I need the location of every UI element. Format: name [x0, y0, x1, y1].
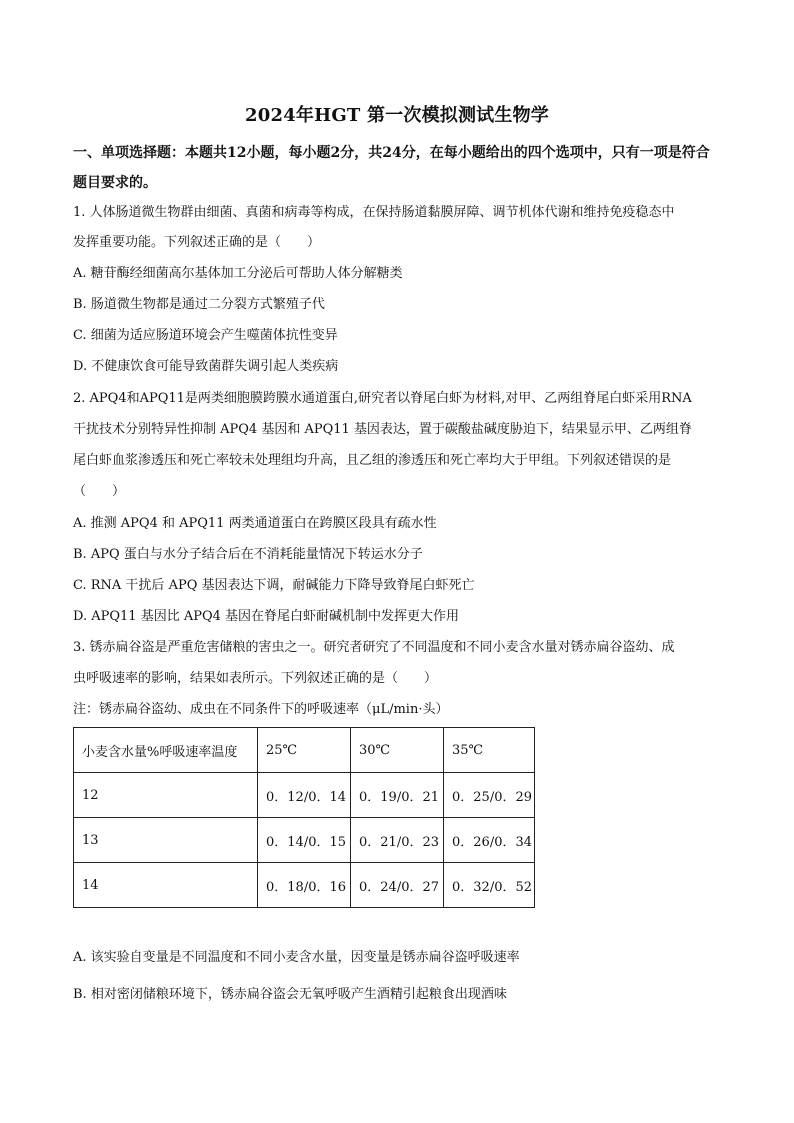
question-3-stem-line-1: 3. 锈赤扁谷盗是严重危害储粮的害虫之一。研究者研究了不同温度和不同小麦含水量对锈赤扁谷盗幼、成 [73, 640, 675, 655]
question-2-option-d: D. APQ11 基因比 APQ4 基因在脊尾白虾耐碱机制中发挥更大作用 [73, 609, 460, 624]
question-3-option-a: A. 该实验自变量是不同温度和不同小麦含水量，因变量是锈赤扁谷盗呼吸速率 [73, 950, 520, 965]
table-cell: 0．25/0．29 [444, 773, 535, 818]
question-2-stem-line-1: 2. APQ4和APQ11是两类细胞膜跨膜水通道蛋白,研究者以脊尾白虾为材料,对甲、乙两组脊尾白虾采用RNA [73, 391, 692, 406]
table-header-cell: 25℃ [258, 728, 351, 773]
table-cell: 0．21/0．23 [351, 818, 444, 863]
table-header-cell: 小麦含水量%呼吸速率温度 [74, 728, 258, 773]
table-cell: 0．18/0．16 [258, 863, 351, 908]
table-note: 注：锈赤扁谷盗幼、成虫在不同条件下的呼吸速率（μL/min·头） [73, 702, 449, 717]
question-1-option-a: A. 糖苷酶经细菌高尔基体加工分泌后可帮助人体分解糖类 [73, 266, 403, 281]
table-row [74, 818, 535, 863]
question-1-option-d: D. 不健康饮食可能导致菌群失调引起人类疾病 [73, 359, 339, 374]
question-1-stem-line-2: 发挥重要功能。下列叙述正确的是（ ） [73, 235, 321, 250]
section-heading: 一、单项选择题：本题共12小题，每小题2分，共24分，在每小题给出的四个选项中，只有一项是符合题目要求的。 [73, 145, 710, 191]
table-cell: 0．24/0．27 [351, 863, 444, 908]
question-2-option-c: C. RNA 干扰后 APQ 基因表达下调，耐碱能力下降导致脊尾白虾死亡 [73, 578, 475, 593]
question-3-option-b: B. 相对密闭储粮环境下，锈赤扁谷盗会无氧呼吸产生酒精引起粮食出现酒味 [73, 987, 507, 1002]
table-cell: 13 [74, 818, 258, 863]
table-header-cell: 35℃ [444, 728, 535, 773]
table-cell: 14 [74, 863, 258, 908]
table-row [74, 773, 535, 818]
question-2-stem-line-2: 干扰技术分别特异性抑制 APQ4 基因和 APQ11 基因表达，置于碳酸盐碱度胁迫下，结果显示甲、乙两组脊 [73, 422, 692, 437]
table-row [74, 863, 535, 908]
table-cell: 12 [74, 773, 258, 818]
page-title: 2024年HGT 第一次模拟测试生物学 [245, 105, 549, 126]
question-2-stem-line-4: （ ） [73, 484, 126, 499]
question-2-stem-line-3: 尾白虾血浆渗透压和死亡率较未处理组均升高，且乙组的渗透压和死亡率均大于甲组。下列叙述错误的是 [73, 453, 672, 468]
question-2-option-a: A. 推测 APQ4 和 APQ11 两类通道蛋白在跨膜区段具有疏水性 [73, 516, 437, 531]
question-1-stem-line-1: 1. 人体肠道微生物群由细菌、真菌和病毒等构成，在保持肠道黏膜屏障、调节机体代谢和维持免疫稳态中 [73, 205, 675, 220]
question-2-option-b: B. APQ 蛋白与水分子结合后在不消耗能量情况下转运水分子 [73, 547, 423, 562]
table-cell: 0．14/0．15 [258, 818, 351, 863]
question-1-option-b: B. 肠道微生物都是通过二分裂方式繁殖子代 [73, 297, 325, 312]
respiration-rate-table [73, 727, 535, 908]
question-1-option-c: C. 细菌为适应肠道环境会产生噬菌体抗性变异 [73, 328, 338, 343]
table-header-cell: 30℃ [351, 728, 444, 773]
table-cell: 0．32/0．52 [444, 863, 535, 908]
table-header-row [74, 728, 535, 773]
table-cell: 0．26/0．34 [444, 818, 535, 863]
table-cell: 0．19/0．21 [351, 773, 444, 818]
table-cell: 0．12/0．14 [258, 773, 351, 818]
question-3-stem-line-2: 虫呼吸速率的影响，结果如表所示。下列叙述正确的是（ ） [73, 671, 438, 686]
